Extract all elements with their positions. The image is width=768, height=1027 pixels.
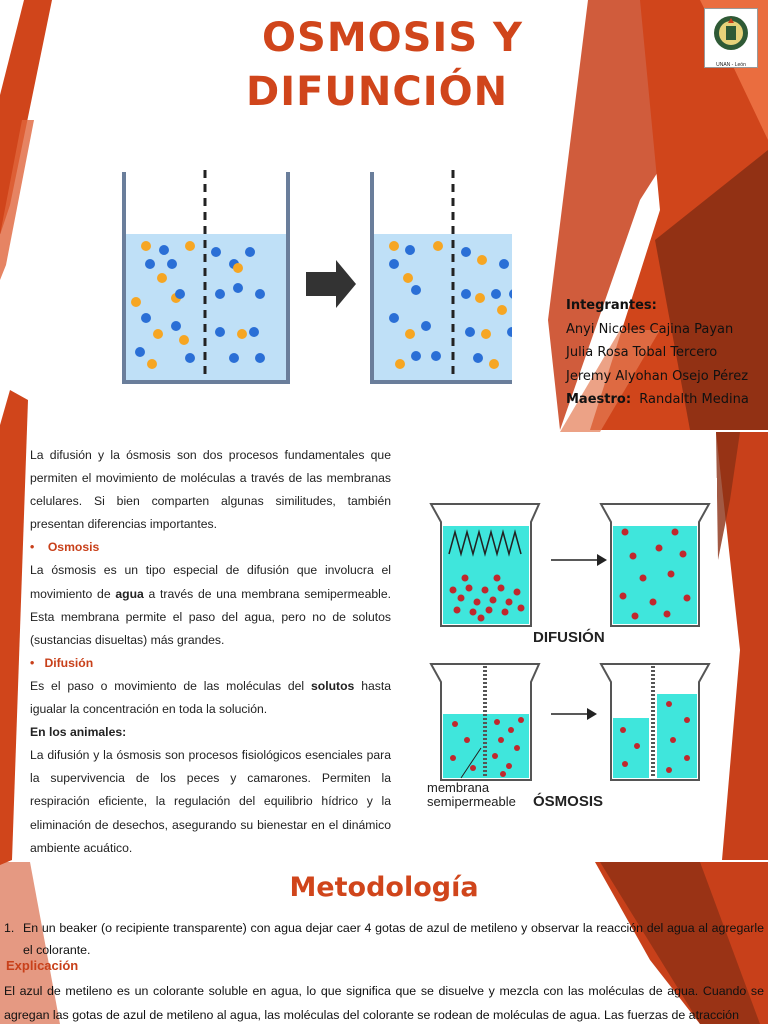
member-1: Anyi Nicoles Cajina Payan bbox=[566, 321, 734, 337]
integrantes-label: Integrantes: bbox=[566, 298, 657, 313]
member-3: Jeremy Alyohan Osejo Pérez bbox=[566, 368, 749, 384]
osmosis-text-1: La ósmosis es un tipo especial de difusión que involucra el movimiento de bbox=[30, 563, 391, 601]
osmosis-heading: • Osmosis bbox=[30, 540, 100, 555]
step-number: 1. bbox=[4, 921, 15, 935]
label-difusion: DIFUSIÓN bbox=[533, 629, 605, 646]
logo-caption: UNAN - León bbox=[716, 62, 746, 68]
metodologia-title: Metodología bbox=[289, 872, 479, 903]
difusion-heading-text: Difusión bbox=[44, 655, 94, 670]
label-membrana: membrana bbox=[427, 780, 490, 795]
label-semipermeable: semipermeable bbox=[427, 794, 516, 809]
teacher-name: Randalth Medina bbox=[639, 392, 749, 407]
label-osmosis: ÓSMOSIS bbox=[533, 793, 604, 810]
title-line-2: DIFUNCIÓN bbox=[246, 69, 509, 115]
beaker-diagram-top bbox=[110, 168, 512, 388]
team-section bbox=[566, 294, 749, 412]
difusion-heading: • Difusión bbox=[30, 655, 94, 670]
animals-heading: En los animales: bbox=[30, 725, 127, 740]
difusion-bold: solutos bbox=[311, 678, 355, 693]
body-text bbox=[30, 444, 391, 860]
member-2: Julia Rosa Tobal Tercero bbox=[566, 345, 718, 360]
osmosis-heading-text: Osmosis bbox=[47, 540, 100, 555]
osmosis-text-2: a través de una membrana semipermeable. Esta membrana permite el paso del agua, pero no de solutos (sustancias disueltas) más grandes. bbox=[30, 586, 391, 647]
teacher-label: Maestro: bbox=[566, 392, 632, 407]
intro-paragraph: La difusión y la ósmosis son dos procesos fundamentales que permiten el movimiento de moléculas a través de las membranas celulares. Si bien comparten algunas similitudes, también presentan diferencias importantes. bbox=[30, 448, 391, 532]
osmosis-paragraph bbox=[30, 559, 391, 651]
diffusion-osmosis-diagram bbox=[421, 478, 717, 820]
difusion-text-1: Es el paso o movimiento de las moléculas del bbox=[30, 678, 305, 693]
explicacion-title: Explicación bbox=[6, 958, 79, 973]
difusion-text-2: hasta igualar la concentración en toda la solución. bbox=[30, 678, 392, 717]
animals-paragraph: La difusión y la ósmosis son procesos fisiológicos esenciales para la supervivencia de los peces y camarones. Permiten la respiración eficiente, la regulación del equilibrio hídrico y la eliminación de desechos, asegurando su bienestar en el dinámico ambiente acuático. bbox=[30, 748, 391, 855]
difusion-paragraph bbox=[30, 675, 391, 721]
crest-icon bbox=[705, 9, 757, 59]
step-text: En un beaker (o recipiente transparente) con agua dejar caer 4 gotas de azul de metileno y observar la reacción del agua al agregarle el colorante. bbox=[23, 921, 764, 957]
osmosis-bold: agua bbox=[115, 586, 144, 601]
explicacion-text: El azul de metileno es un colorante soluble en agua, lo que significa que se disuelve y mezcla con las moléculas de agua. Cuando se agregan las gotas de azul de metileno al agua, las moléculas del colorante se rodean de moléculas de agua. Las fuerzas de atracción bbox=[4, 984, 764, 1022]
title-line-1: OSMOSIS Y bbox=[262, 15, 524, 61]
university-logo bbox=[704, 8, 758, 68]
